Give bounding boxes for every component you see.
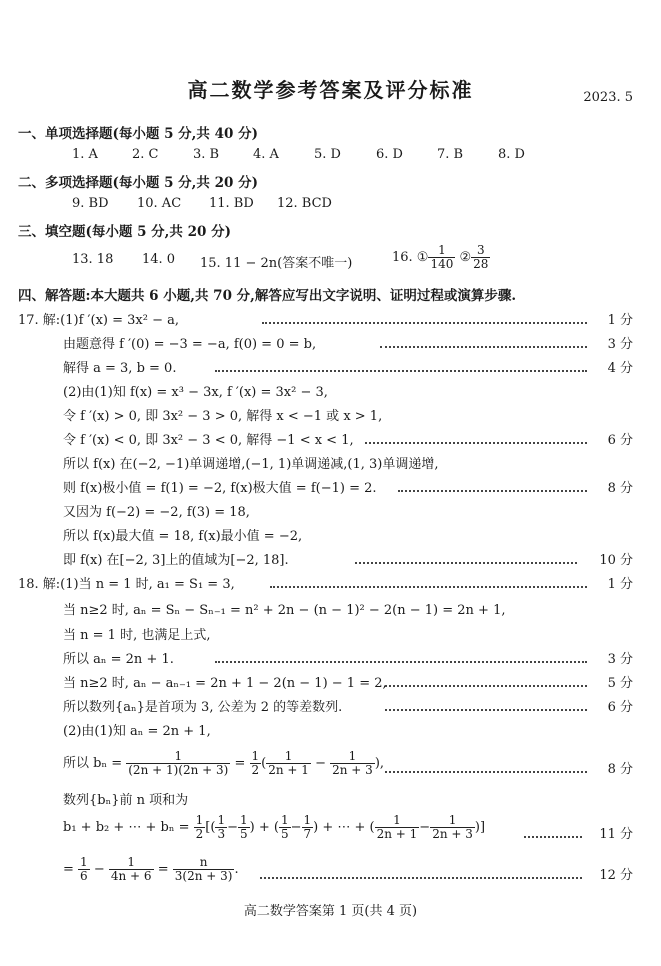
- q18-bn-formula: 所以 bₙ = $\frac{1}{(2n + 1)(2n + 3)}$ = $\frac{1}{2}$ ( $\frac{1}{2n + 1}$ − $\frac{1}{2n + 3}$ ),: [63, 749, 385, 777]
- answer-16-mid: ②: [459, 250, 472, 265]
- q18-line-3: 当 n = 1 时, 也满足上式,: [63, 628, 211, 643]
- fraction: $\frac{n}{3(2n + 3)}$: [174, 855, 233, 883]
- q17-line-5: 令 f ′(x) > 0, 即 3x² − 3 > 0, 解得 x < −1 或 x > 1,: [63, 409, 383, 424]
- q18-line-9: 数列{bₙ}前 n 项和为: [63, 793, 189, 808]
- score: 3 分: [607, 337, 633, 352]
- q17-line-10: 所以 f(x)最大值 = 18, f(x)最小值 = −2,: [63, 529, 303, 544]
- q17-line-8: 则 f(x)极小值 = f(1) = −2, f(x)极大值 = f(−1) = 2.: [63, 481, 377, 496]
- score: 5 分: [607, 676, 633, 691]
- page-title: 高二数学参考答案及评分标准: [187, 78, 474, 102]
- fraction: $\frac{1}{3}$: [217, 813, 226, 841]
- equals-sign: =: [63, 862, 74, 877]
- section-1-heading: 一、单项选择题(每小题 5 分,共 40 分): [18, 126, 258, 142]
- fraction: $\frac{1}{7}$: [303, 813, 312, 841]
- dot-leader: [380, 346, 587, 348]
- answer-3: 3. B: [193, 147, 220, 162]
- section-4-heading: 四、解答题:本大题共 6 小题,共 70 分,解答应写出文字说明、证明过程或演算步骤.: [18, 288, 517, 304]
- dot-leader: [385, 771, 587, 773]
- answer-10: 10. AC: [137, 196, 182, 211]
- answer-11: 11. BD: [209, 196, 254, 211]
- dot-leader: [215, 661, 587, 663]
- q18-sum-formula: b₁ + b₂ + ⋯ + bₙ = $\frac{1}{2}$ [( $\frac{1}{3}$ − $\frac{1}{5}$ ) + ( $\frac{1}{5}$ − $\frac{1}{7}$ ) + ⋯ + ( $\frac{1}{2n + 1}$ − $\frac{1}{2n + 3}$ )]: [63, 813, 486, 841]
- page-footer: 高二数学答案第 1 页(共 4 页): [243, 904, 418, 919]
- section-2-heading: 二、多项选择题(每小题 5 分,共 20 分): [18, 175, 258, 191]
- score: 10 分: [599, 553, 633, 568]
- q17-line-7: 所以 f(x) 在(−2, −1)单调递增,(−1, 1)单调递减,(1, 3)单调递增,: [63, 457, 439, 472]
- bn-label: 所以 bₙ =: [63, 756, 123, 771]
- fraction: $\frac{1}{4n + 6}$: [110, 855, 152, 883]
- q17-line-1: 17. 解:(1)f ′(x) = 3x² − a,: [18, 313, 179, 328]
- q18-line-4: 所以 aₙ = 2n + 1.: [63, 652, 174, 667]
- fraction: $\frac{1}{2}$: [251, 749, 260, 777]
- score: 6 分: [607, 700, 633, 715]
- score: 6 分: [607, 433, 633, 448]
- answer-16: [392, 244, 490, 271]
- q17-line-3: 解得 a = 3, b = 0.: [63, 361, 177, 376]
- dot-leader: [270, 586, 587, 588]
- q18-result-formula: = $\frac{1}{6}$ − $\frac{1}{4n + 6}$ = $\frac{n}{3(2n + 3)}$ .: [63, 855, 239, 883]
- answer-1: 1. A: [72, 147, 98, 162]
- dot-leader: [355, 562, 577, 564]
- q18-line-1: 18. 解:(1)当 n = 1 时, a₁ = S₁ = 3,: [18, 577, 235, 592]
- score: 12 分: [599, 868, 633, 883]
- answer-9: 9. BD: [72, 196, 109, 211]
- score: 8 分: [607, 762, 633, 777]
- score: 11 分: [599, 827, 633, 842]
- answer-5: 5. D: [314, 147, 341, 162]
- fraction: $\frac{1}{2}$: [195, 813, 204, 841]
- fraction: $\frac{1}{6}$: [80, 855, 88, 883]
- fraction: $\frac{1}{(2n + 1)(2n + 3)}$: [128, 749, 229, 777]
- score: 1 分: [607, 577, 633, 592]
- answer-15: 15. 11 − 2n(答案不唯一): [200, 256, 353, 271]
- dot-leader: [365, 442, 587, 444]
- answer-7: 7. B: [437, 147, 464, 162]
- exam-date: 2023. 5: [583, 90, 633, 105]
- answer-12: 12. BCD: [277, 196, 332, 211]
- answer-13: 13. 18: [72, 252, 114, 267]
- dot-leader: [524, 836, 582, 838]
- fraction: $\frac{1}{5}$: [240, 813, 248, 841]
- fraction: $\frac{1}{2n + 1}$: [376, 813, 418, 841]
- answer-2: 2. C: [132, 147, 159, 162]
- fraction: $\frac{1}{2n + 3}$: [432, 813, 473, 841]
- answer-14: 14. 0: [142, 252, 176, 267]
- dot-leader: [262, 322, 587, 324]
- score: 8 分: [607, 481, 633, 496]
- section-3-heading: 三、填空题(每小题 5 分,共 20 分): [18, 224, 231, 240]
- q18-line-6: 所以数列{aₙ}是首项为 3, 公差为 2 的等差数列.: [63, 700, 343, 715]
- q17-line-9: 又因为 f(−2) = −2, f(3) = 18,: [63, 505, 250, 520]
- fraction: $\frac{1}{2n + 3}$: [332, 749, 373, 777]
- score: 4 分: [607, 361, 633, 376]
- fraction: $\frac{1}{2n + 1}$: [268, 749, 309, 777]
- answer-4: 4. A: [253, 147, 279, 162]
- answer-8: 8. D: [498, 147, 525, 162]
- q17-line-6: 令 f ′(x) < 0, 即 3x² − 3 < 0, 解得 −1 < x < 1,: [63, 433, 354, 448]
- fraction: $\frac{1}{5}$: [280, 813, 289, 841]
- fraction: $\frac{1}{140}$: [430, 243, 454, 271]
- answer-6: 6. D: [376, 147, 403, 162]
- q17-line-4: (2)由(1)知 f(x) = x³ − 3x, f ′(x) = 3x² − 3,: [63, 385, 328, 400]
- q17-line-2: 由题意得 f ′(0) = −3 = −a, f(0) = 0 = b,: [63, 337, 317, 352]
- q18-line-5: 当 n≥2 时, aₙ − aₙ₋₁ = 2n + 1 − 2(n − 1) − 1 = 2,: [63, 676, 387, 691]
- dot-leader: [385, 685, 587, 687]
- score: 3 分: [607, 652, 633, 667]
- dot-leader: [398, 490, 587, 492]
- q18-line-2: 当 n≥2 时, aₙ = Sₙ − Sₙ₋₁ = n² + 2n − (n − 1)² − 2(n − 1) = 2n + 1,: [63, 603, 506, 618]
- q17-line-11: 即 f(x) 在[−2, 3]上的值域为[−2, 18].: [63, 553, 289, 568]
- answer-16-prefix: 16. ①: [392, 250, 429, 265]
- dot-leader: [215, 370, 587, 372]
- dot-leader: [260, 877, 582, 879]
- q18-line-7: (2)由(1)知 aₙ = 2n + 1,: [63, 724, 211, 739]
- fraction: $\frac{3}{28}$: [473, 243, 489, 271]
- sum-label: b₁ + b₂ + ⋯ + bₙ =: [63, 820, 190, 835]
- score: 1 分: [607, 313, 633, 328]
- dot-leader: [385, 709, 587, 711]
